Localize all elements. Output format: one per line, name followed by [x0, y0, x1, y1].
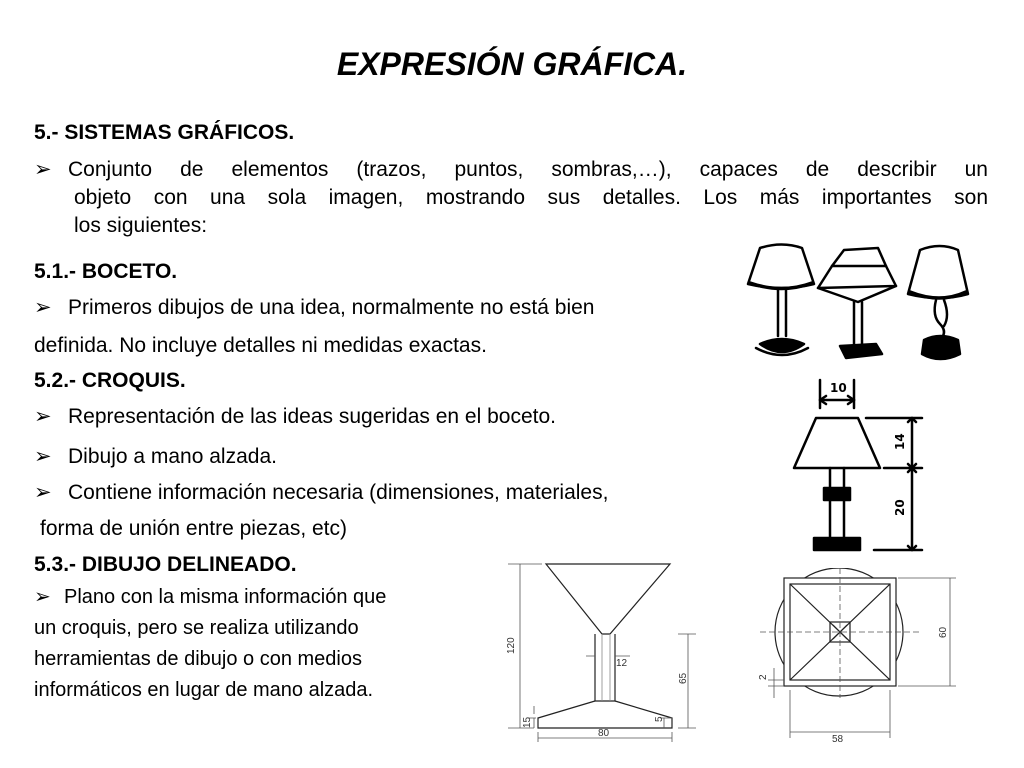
elevation-dim-base-w: 80: [598, 728, 610, 739]
intro-line-2: objeto con una sola imagen, mostrando sus detalles. Los más importantes son: [74, 186, 988, 209]
page-title: EXPRESIÓN GRÁFICA.: [336, 46, 688, 82]
elevation-dim-stem-height: 65: [678, 672, 689, 684]
croquis-line-4: forma de unión entre piezas, etc): [40, 517, 348, 540]
intro-line-3: los siguientes:: [74, 214, 208, 237]
lamp-sketch-3: [908, 246, 968, 359]
delineado-bullet-1-text: Plano con la misma información que: [64, 586, 387, 608]
croquis-bullet-2: [34, 443, 277, 471]
delineado-line-3: herramientas de dibujo o con medios: [34, 648, 362, 670]
croquis-heading: 5.2.- CROQUIS.: [34, 369, 186, 392]
croquis-bullet-3-text: Contiene información necesaria (dimensiones, materiales,: [68, 481, 609, 504]
croquis-dim-top: 10: [830, 381, 847, 395]
bullet-arrow-icon: ➢: [34, 158, 52, 181]
delineado-plan-drawing: [740, 568, 972, 748]
elevation-dim-height: 120: [506, 637, 517, 654]
lamp-sketch-2: [818, 248, 896, 358]
croquis-bullet-3: [34, 479, 608, 507]
croquis-bullet-2-text: Dibujo a mano alzada.: [68, 445, 277, 468]
bullet-arrow-icon: ➢: [34, 586, 51, 608]
elevation-dim-stem: 12: [616, 658, 628, 669]
plan-dim-side: 60: [938, 626, 949, 638]
delineado-line-4: informáticos en lugar de mano alzada.: [34, 679, 374, 701]
delineado-heading: 5.3.- DIBUJO DELINEADO.: [34, 553, 297, 576]
boceto-lamps-sketch: [736, 236, 976, 371]
lamp-sketch-1: [748, 245, 814, 356]
bullet-arrow-icon: ➢: [34, 405, 52, 428]
section-heading: 5.- SISTEMAS GRÁFICOS.: [34, 121, 295, 144]
croquis-dim-upper: 14: [893, 433, 907, 450]
elevation-dim-base-h: 15: [522, 716, 533, 728]
intro-line-1: Conjunto de elementos (trazos, puntos, sombras,…), capaces de describir un: [68, 158, 988, 181]
boceto-heading: 5.1.- BOCETO.: [34, 260, 178, 283]
delineado-elevation-drawing: [498, 556, 710, 748]
croquis-bullet-1: [34, 403, 556, 431]
elevation-dim-base-lip: 5: [654, 716, 665, 722]
croquis-bullet-1-text: Representación de las ideas sugeridas en el boceto.: [68, 405, 556, 428]
bullet-arrow-icon: ➢: [34, 481, 52, 504]
boceto-bullet-1: [34, 294, 594, 322]
plan-dim-width: 58: [832, 734, 844, 745]
delineado-bullet-1: [34, 583, 386, 611]
plan-dim-edge: 2: [758, 674, 769, 680]
croquis-dim-lower: 20: [893, 499, 907, 516]
boceto-line-2: definida. No incluye detalles ni medidas exactas.: [34, 334, 487, 357]
boceto-bullet-1-text: Primeros dibujos de una idea, normalmente no está bien: [68, 296, 595, 319]
bullet-arrow-icon: ➢: [34, 445, 52, 468]
bullet-arrow-icon: ➢: [34, 296, 52, 319]
croquis-lamp-sketch: [786, 378, 936, 554]
intro-paragraph: [34, 156, 988, 240]
delineado-line-2: un croquis, pero se realiza utilizando: [34, 617, 359, 639]
